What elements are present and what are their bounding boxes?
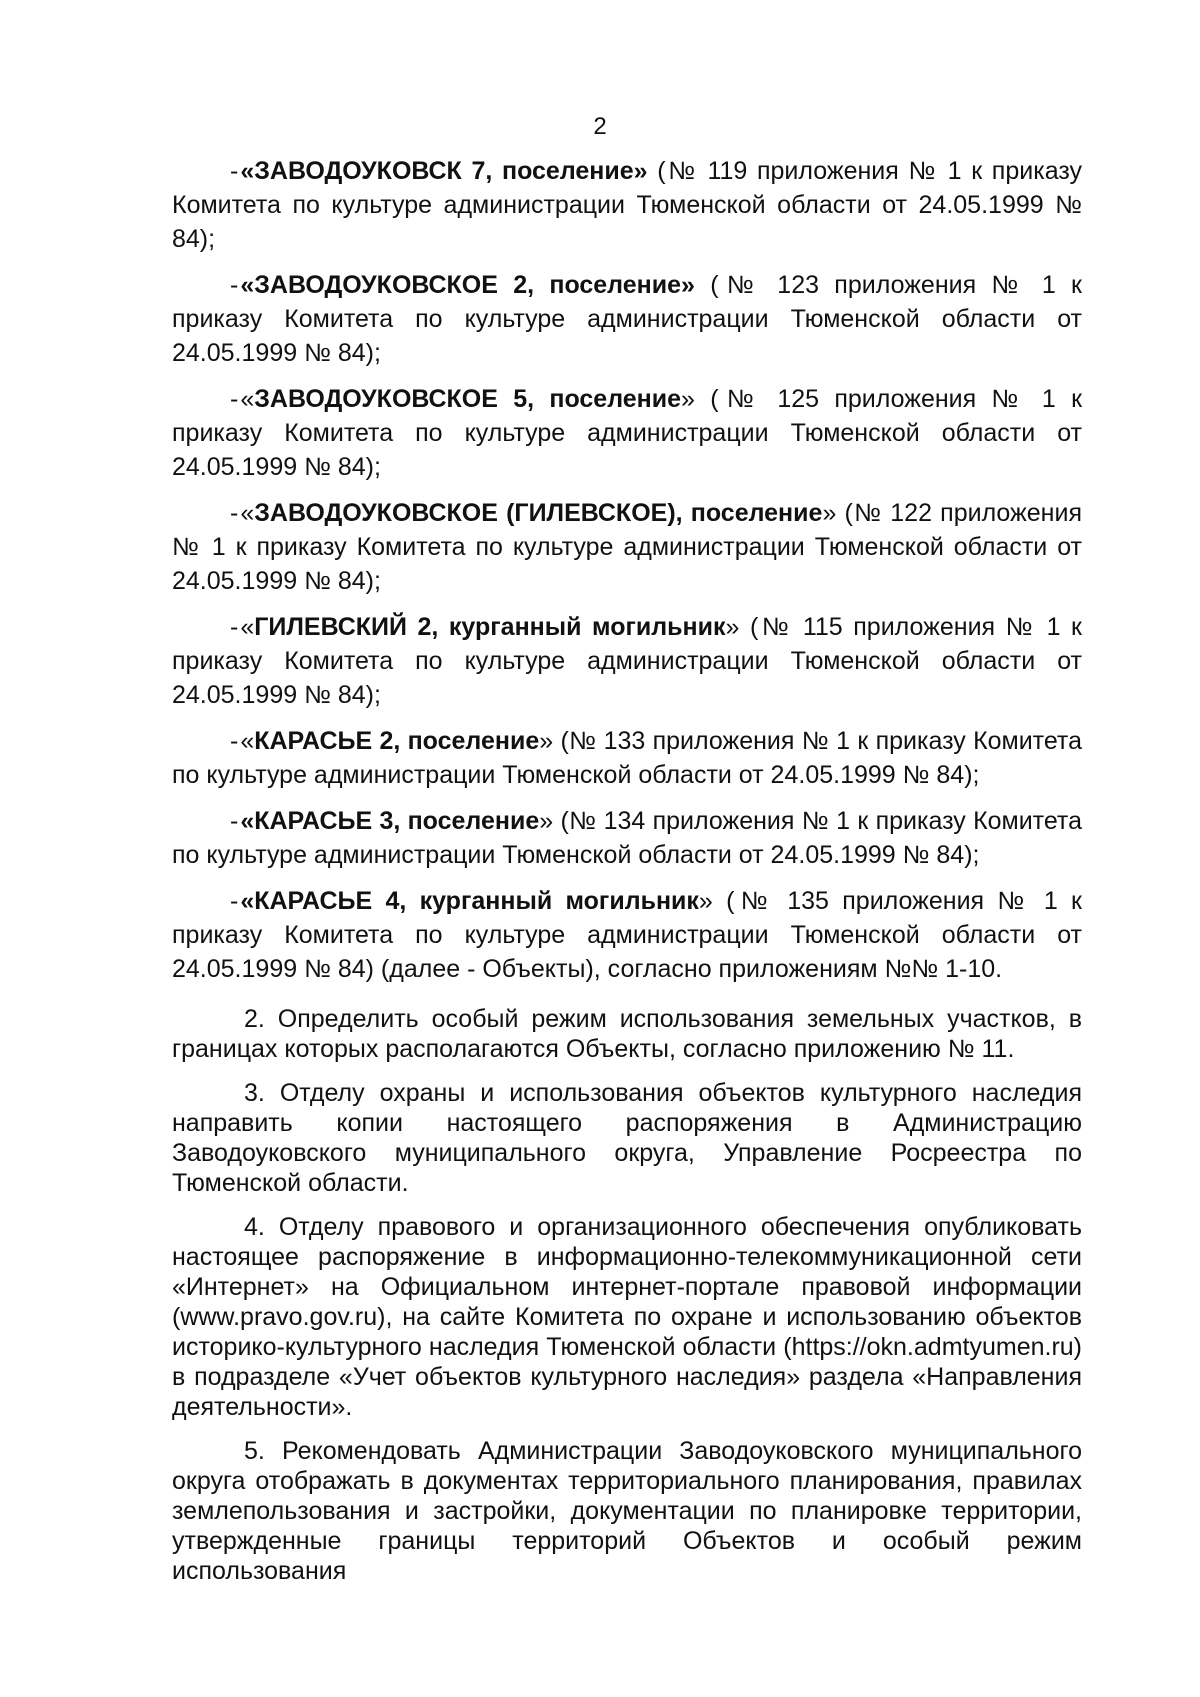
object-quote-open: « — [240, 727, 255, 755]
object-detail: » (№ 122 приложения № 1 к приказу Комитета по культуре администрации Тюменской области от 24.05.1999 № 84); — [172, 499, 1082, 595]
object-item — [172, 496, 1082, 598]
object-detail: » (№ 135 приложения № 1 к приказу Комитета по культуре администрации Тюменской области от 24.05.1999 № 84) (далее - Объекты), согласно приложениям №№ 1-10. — [172, 887, 1082, 983]
page-number: 2 — [593, 113, 607, 140]
list-dash: - — [230, 887, 239, 915]
list-dash: - — [230, 271, 239, 299]
object-item — [172, 610, 1082, 712]
paragraph-2: 2. Определить особый режим использования земельных участков, в границах которых располагаются Объекты, согласно приложению № 11. — [172, 1005, 1082, 1063]
object-name: «ЗАВОДОУКОВСК 7, поселение» — [240, 157, 648, 185]
list-dash: - — [230, 385, 239, 413]
object-quote-open: « — [240, 499, 255, 527]
object-item — [172, 382, 1082, 484]
object-item — [172, 268, 1082, 370]
document-body — [172, 154, 1082, 1586]
object-name: КАРАСЬЕ 2, поселение — [254, 727, 540, 755]
list-dash: - — [230, 727, 239, 755]
object-name: «КАРАСЬЕ 4, курганный могильник — [240, 887, 699, 915]
object-detail: » (№ 134 приложения № 1 к приказу Комитета по культуре администрации Тюменской области от 24.05.1999 № 84); — [172, 807, 1082, 869]
list-dash: - — [230, 499, 239, 527]
paragraph-4: 4. Отделу правового и организационного обеспечения опубликовать настоящее распоряжение в информационно-телекоммуникационной сети «Интернет» на Официальном интернет-портале правовой информации (www.pravo.gov.ru), на сайте Комитета по охране и использованию объектов историко-культурного наследия Тюменской области (https://okn.admtyumen.ru) в подразделе «Учет объектов культурного наследия» раздела «Направления деятельности». — [172, 1213, 1082, 1421]
list-dash: - — [230, 157, 239, 185]
object-detail: (№ 123 приложения № 1 к приказу Комитета по культуре администрации Тюменской области от 24.05.1999 № 84); — [172, 271, 1082, 367]
object-name: ЗАВОДОУКОВСКОЕ (ГИЛЕВСКОЕ), поселение — [254, 499, 823, 527]
object-detail: » (№ 115 приложения № 1 к приказу Комитета по культуре администрации Тюменской области от 24.05.1999 № 84); — [172, 613, 1082, 709]
object-item — [172, 154, 1082, 256]
object-detail: (№ 119 приложения № 1 к приказу Комитета по культуре администрации Тюменской области от 24.05.1999 № 84); — [172, 157, 1083, 253]
paragraph-5: 5. Рекомендовать Администрации Заводоуковского муниципального округа отображать в документах территориального планирования, правилах землепользования и застройки, документации по планировке территории, утвержденные границы территорий Объектов и особый режим использования — [172, 1437, 1082, 1585]
object-name: «КАРАСЬЕ 3, поселение — [240, 807, 540, 835]
list-dash: - — [230, 807, 239, 835]
object-detail: » (№ 125 приложения № 1 к приказу Комитета по культуре администрации Тюменской области от 24.05.1999 № 84); — [172, 385, 1083, 481]
object-item — [172, 804, 1082, 872]
object-item — [172, 724, 1082, 792]
object-quote-open: « — [240, 613, 255, 641]
object-name: «ЗАВОДОУКОВСКОЕ 2, поселение» — [240, 271, 695, 299]
object-item — [172, 884, 1082, 986]
list-dash: - — [230, 613, 239, 641]
object-name: ЗАВОДОУКОВСКОЕ 5, поселение — [254, 385, 682, 413]
paragraph-3: 3. Отделу охраны и использования объектов культурного наследия направить копии настоящего распоряжения в Администрацию Заводоуковского муниципального округа, Управление Росреестра по Тюменской области. — [172, 1079, 1082, 1197]
object-quote-open: « — [240, 385, 255, 413]
object-detail: » (№ 133 приложения № 1 к приказу Комитета по культуре администрации Тюменской области от 24.05.1999 № 84); — [172, 727, 1082, 789]
object-name: ГИЛЕВСКИЙ 2, курганный могильник — [254, 613, 726, 641]
